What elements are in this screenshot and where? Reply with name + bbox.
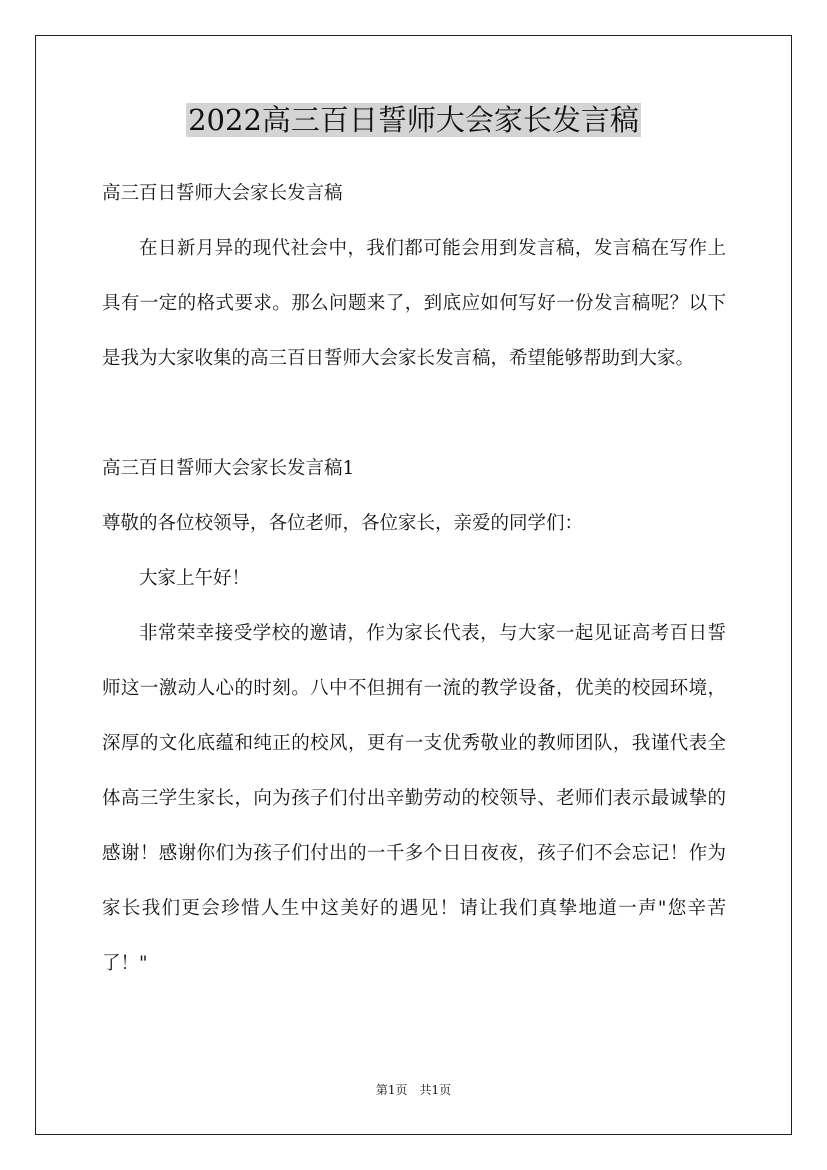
- salutation-paragraph: 尊敬的各位校领导，各位老师，各位家长，亲爱的同学们：: [102, 513, 584, 534]
- intro-paragraph: 在日新月异的现代社会中，我们都可能会用到发言稿，发言稿在写作上具有一定的格式要求。那么问题来了，到底应如何写好一份发言稿呢？以下是我为大家收集的高三百日誓师大会家长发言稿，希望能够帮助到大家。: [102, 238, 726, 369]
- paragraph-spacer: [102, 386, 726, 441]
- body-paragraph: 非常荣幸接受学校的邀请，作为家长代表，与大家一起见证高考百日誓师这一激动人心的时刻。八中不但拥有一流的教学设备，优美的校园环境，深厚的文化底蕴和纯正的校风，更有一支优秀敬业的教师团队，我谨代表全体高三学生家长，向为孩子们付出辛勤劳动的校领导、老师们表示最诚挚的感谢！感谢你们为孩子们付出的一千多个日日夜夜，孩子们不会忘记！作为家长我们更会珍惜人生中这美好的遇见！请让我们真挚地道一声"您辛苦了！": [102, 623, 726, 974]
- page-footer: 第1页 共1页: [375, 1083, 452, 1097]
- document-title: [0, 98, 827, 142]
- section-title: 高三百日誓师大会家长发言稿1: [102, 458, 355, 479]
- document-heading: 高三百日誓师大会家长发言稿: [102, 183, 343, 204]
- document-title-text: 2022高三百日誓师大会家长发言稿: [188, 103, 639, 137]
- greeting-paragraph: 大家上午好！: [139, 568, 251, 589]
- document-body: [102, 166, 726, 991]
